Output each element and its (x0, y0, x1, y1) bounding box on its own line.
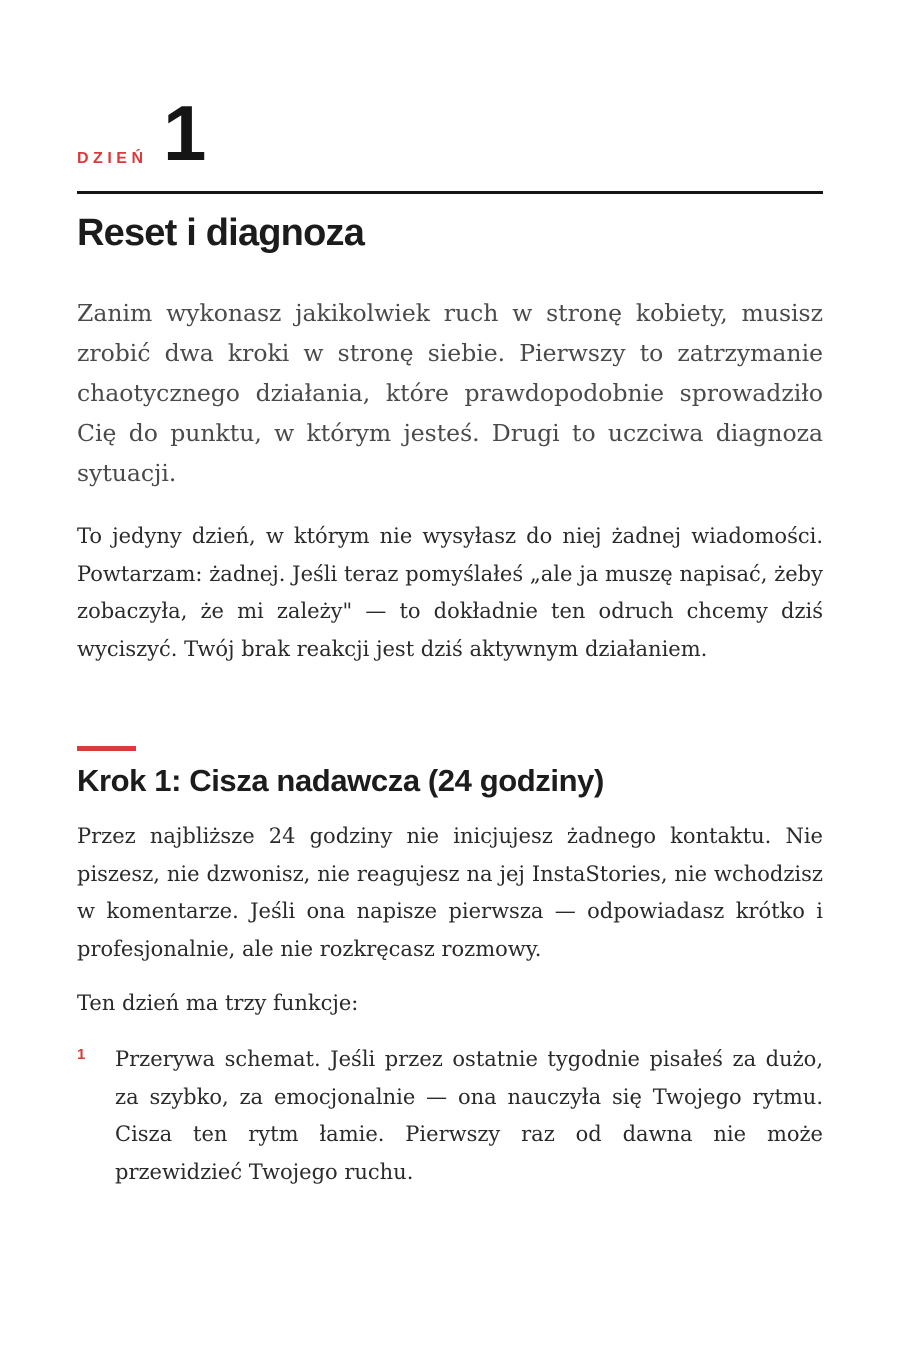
body-paragraph: To jedyny dzień, w którym nie wysyłasz do niej żadnej wiadomości. Powtarzam: żadnej. Jeśli teraz pomyślałeś „ale ja muszę napisać, żeby zobaczyła, że mi zależy" — to dokładnie ten odruch chcemy dziś wyciszyć. Twój brak reakcji jest dziś aktywnym działaniem. (77, 524, 823, 661)
functions-list (77, 1041, 823, 1191)
day-label: DZIEŃ (77, 150, 148, 167)
chapter-title: Reset i diagnoza (77, 212, 365, 254)
list-item-text: Przerywa schemat. Jeśli przez ostatnie tygodnie pisałeś za dużo, za szybko, za emocjonalnie — ona nauczyła się Twojego rytmu. Cisza ten rytm łamie. Pierwszy raz od dawna nie może przewidzieć Twojego ruchu. (115, 1047, 823, 1184)
day-number: 1 (163, 89, 207, 177)
list-item-number: 1 (77, 1046, 86, 1063)
list-item (77, 1041, 823, 1191)
section-accent-bar (77, 746, 136, 751)
lead-paragraph: Zanim wykonasz jakikolwiek ruch w stronę kobiety, musisz zrobić dwa kroki w stronę siebie. Pierwszy to zatrzymanie chaotycznego działania, które prawdopodobnie sprowadziło Cię do punktu, w którym jesteś. Drugi to uczciwa diagnoza sytuacji. (77, 299, 823, 487)
header-divider (77, 191, 823, 194)
step-heading: Krok 1: Cisza nadawcza (24 godziny) (77, 763, 604, 798)
functions-intro: Ten dzień ma trzy funkcje: (77, 991, 359, 1015)
day-header (77, 89, 823, 180)
step-body-paragraph: Przez najbliższe 24 godziny nie inicjujesz żadnego kontaktu. Nie piszesz, nie dzwonisz, nie reagujesz na jej InstaStories, nie wchodzisz w komentarze. Jeśli ona napisze pierwsza — odpowiadasz krótko i profesjonalnie, ale nie rozkręcasz rozmowy. (77, 824, 823, 961)
